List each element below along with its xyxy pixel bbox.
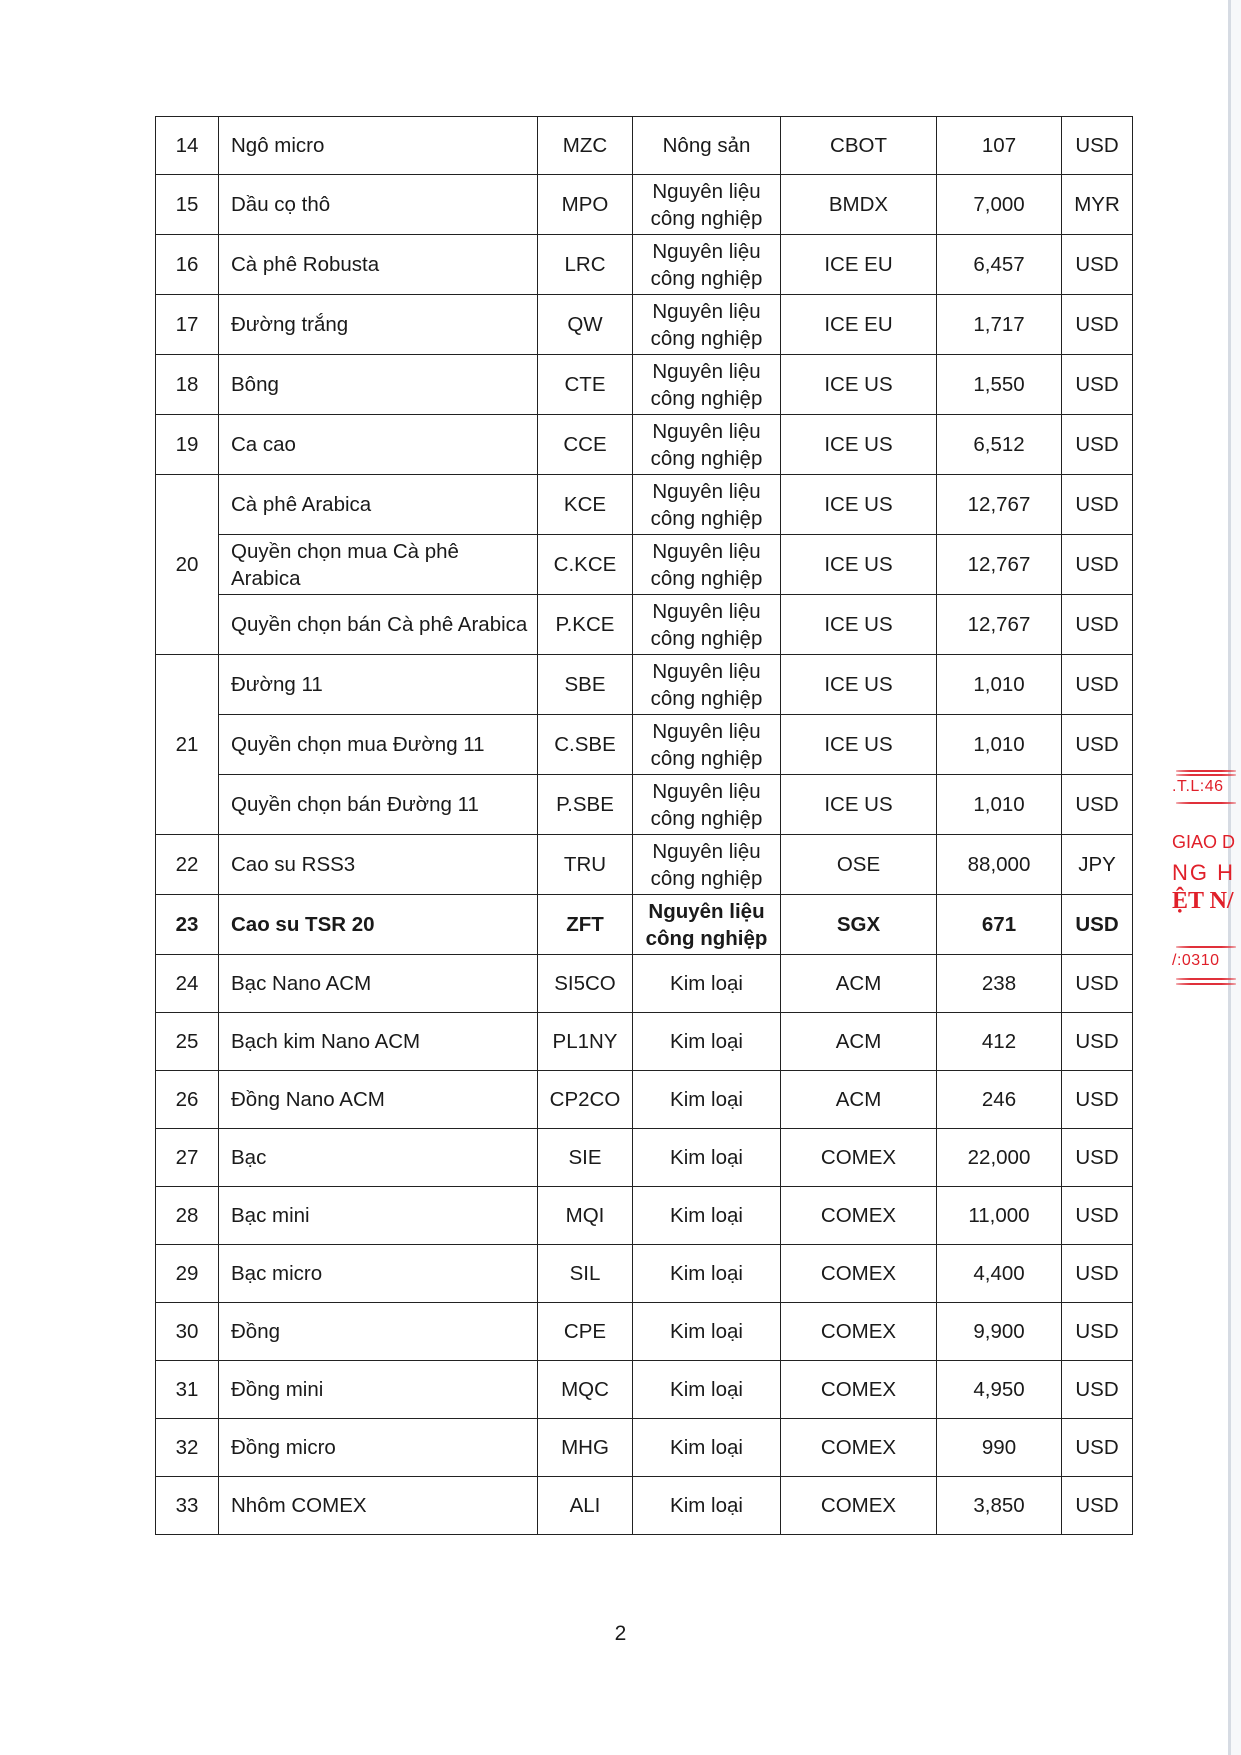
currency: USD: [1062, 715, 1133, 775]
row-number: 26: [156, 1071, 219, 1129]
stamp-text-line: ỆT N/: [1172, 888, 1234, 914]
value: 671: [937, 895, 1062, 955]
commodity-group: Kim loại: [633, 1071, 781, 1129]
commodity-code: SIL: [538, 1245, 633, 1303]
commodity-name: Quyền chọn bán Cà phê Arabica: [219, 595, 538, 655]
commodity-group: Nguyên liệu công nghiệp: [633, 235, 781, 295]
currency: USD: [1062, 475, 1133, 535]
commodity-table: [155, 116, 1133, 1535]
stamp-code-bottom: /:0310: [1172, 952, 1220, 969]
row-number: 33: [156, 1477, 219, 1535]
commodity-group: Kim loại: [633, 1187, 781, 1245]
table-row: [156, 775, 1133, 835]
commodity-name: Bạc mini: [219, 1187, 538, 1245]
commodity-group: Nguyên liệu công nghiệp: [633, 415, 781, 475]
exchange: COMEX: [781, 1187, 937, 1245]
commodity-group: Nguyên liệu công nghiệp: [633, 895, 781, 955]
table-row: [156, 1245, 1133, 1303]
row-number: 30: [156, 1303, 219, 1361]
commodity-name: Cà phê Robusta: [219, 235, 538, 295]
table-row: [156, 1187, 1133, 1245]
commodity-code: SIE: [538, 1129, 633, 1187]
table-row: [156, 355, 1133, 415]
commodity-code: MQC: [538, 1361, 633, 1419]
stamp-code-top: .T.L:46: [1172, 778, 1224, 795]
exchange: ICE EU: [781, 295, 937, 355]
commodity-name: Quyền chọn bán Đường 11: [219, 775, 538, 835]
commodity-code: MPO: [538, 175, 633, 235]
currency: USD: [1062, 655, 1133, 715]
commodity-code: TRU: [538, 835, 633, 895]
exchange: COMEX: [781, 1129, 937, 1187]
exchange: ACM: [781, 1013, 937, 1071]
table-row: [156, 955, 1133, 1013]
commodity-group: Nguyên liệu công nghiệp: [633, 655, 781, 715]
exchange: COMEX: [781, 1477, 937, 1535]
exchange: ICE EU: [781, 235, 937, 295]
commodity-group: Nguyên liệu công nghiệp: [633, 595, 781, 655]
row-number: 14: [156, 117, 219, 175]
table-row: [156, 235, 1133, 295]
commodity-name: Đồng micro: [219, 1419, 538, 1477]
page-number: 2: [614, 1622, 627, 1645]
value: 12,767: [937, 595, 1062, 655]
value: 1,550: [937, 355, 1062, 415]
commodity-group: Kim loại: [633, 955, 781, 1013]
commodity-name: Đường trắng: [219, 295, 538, 355]
commodity-group: Kim loại: [633, 1013, 781, 1071]
exchange: COMEX: [781, 1419, 937, 1477]
commodity-code: P.KCE: [538, 595, 633, 655]
currency: MYR: [1062, 175, 1133, 235]
commodity-code: CTE: [538, 355, 633, 415]
table-row: [156, 655, 1133, 715]
table-row: [156, 1419, 1133, 1477]
commodity-code: CPE: [538, 1303, 633, 1361]
row-number: 17: [156, 295, 219, 355]
currency: USD: [1062, 595, 1133, 655]
table-row: [156, 595, 1133, 655]
commodity-name: Đồng Nano ACM: [219, 1071, 538, 1129]
table-row: [156, 1303, 1133, 1361]
value: 1,010: [937, 655, 1062, 715]
row-number: 18: [156, 355, 219, 415]
commodity-name: Đường 11: [219, 655, 538, 715]
value: 88,000: [937, 835, 1062, 895]
commodity-group: Nông sản: [633, 117, 781, 175]
value: 9,900: [937, 1303, 1062, 1361]
row-number: 28: [156, 1187, 219, 1245]
commodity-code: QW: [538, 295, 633, 355]
commodity-code: PL1NY: [538, 1013, 633, 1071]
commodity-name: Dầu cọ thô: [219, 175, 538, 235]
exchange: COMEX: [781, 1361, 937, 1419]
commodity-group: Nguyên liệu công nghiệp: [633, 835, 781, 895]
commodity-group: Kim loại: [633, 1361, 781, 1419]
commodity-name: Bạch kim Nano ACM: [219, 1013, 538, 1071]
currency: USD: [1062, 1361, 1133, 1419]
commodity-name: Đồng mini: [219, 1361, 538, 1419]
commodity-group: Nguyên liệu công nghiệp: [633, 475, 781, 535]
value: 12,767: [937, 475, 1062, 535]
commodity-name: Cao su RSS3: [219, 835, 538, 895]
commodity-code: MQI: [538, 1187, 633, 1245]
stamp-rule: [1176, 802, 1236, 804]
table-row: [156, 535, 1133, 595]
commodity-group: Nguyên liệu công nghiệp: [633, 355, 781, 415]
table-row: [156, 1013, 1133, 1071]
commodity-name: Ca cao: [219, 415, 538, 475]
commodity-group: Nguyên liệu công nghiệp: [633, 715, 781, 775]
commodity-name: Nhôm COMEX: [219, 1477, 538, 1535]
commodity-code: MZC: [538, 117, 633, 175]
row-number: 22: [156, 835, 219, 895]
table-row: [156, 1361, 1133, 1419]
stamp-rule: [1176, 978, 1236, 980]
commodity-group: Kim loại: [633, 1419, 781, 1477]
commodity-name: Cao su TSR 20: [219, 895, 538, 955]
exchange: SGX: [781, 895, 937, 955]
commodity-code: ZFT: [538, 895, 633, 955]
currency: USD: [1062, 895, 1133, 955]
currency: USD: [1062, 1245, 1133, 1303]
commodity-name: Bạc Nano ACM: [219, 955, 538, 1013]
currency: USD: [1062, 1419, 1133, 1477]
commodity-code: ALI: [538, 1477, 633, 1535]
commodity-name: Cà phê Arabica: [219, 475, 538, 535]
table-row: [156, 475, 1133, 535]
exchange: CBOT: [781, 117, 937, 175]
value: 1,010: [937, 775, 1062, 835]
row-number: 27: [156, 1129, 219, 1187]
commodity-code: P.SBE: [538, 775, 633, 835]
table-row: [156, 835, 1133, 895]
value: 990: [937, 1419, 1062, 1477]
value: 246: [937, 1071, 1062, 1129]
value: 1,717: [937, 295, 1062, 355]
exchange: ICE US: [781, 715, 937, 775]
commodity-name: Quyền chọn mua Đường 11: [219, 715, 538, 775]
table-row-highlighted: [156, 895, 1133, 955]
commodity-name: Bạc: [219, 1129, 538, 1187]
row-number: 16: [156, 235, 219, 295]
exchange: ICE US: [781, 655, 937, 715]
table-row: [156, 1071, 1133, 1129]
stamp-rule: [1176, 774, 1236, 776]
currency: USD: [1062, 955, 1133, 1013]
row-number: 15: [156, 175, 219, 235]
exchange: COMEX: [781, 1245, 937, 1303]
currency: USD: [1062, 355, 1133, 415]
value: 12,767: [937, 535, 1062, 595]
row-number: 19: [156, 415, 219, 475]
exchange: ICE US: [781, 475, 937, 535]
commodity-code: KCE: [538, 475, 633, 535]
company-seal-stamp: [1170, 762, 1236, 994]
exchange: OSE: [781, 835, 937, 895]
table-row: [156, 1477, 1133, 1535]
table-row: [156, 175, 1133, 235]
currency: USD: [1062, 1013, 1133, 1071]
value: 7,000: [937, 175, 1062, 235]
currency: USD: [1062, 775, 1133, 835]
row-number: 31: [156, 1361, 219, 1419]
commodity-code: C.SBE: [538, 715, 633, 775]
commodity-code: CP2CO: [538, 1071, 633, 1129]
value: 6,512: [937, 415, 1062, 475]
exchange: ICE US: [781, 595, 937, 655]
commodity-group: Nguyên liệu công nghiệp: [633, 775, 781, 835]
row-number: 24: [156, 955, 219, 1013]
row-number: 29: [156, 1245, 219, 1303]
commodity-name: Đồng: [219, 1303, 538, 1361]
table-row: [156, 415, 1133, 475]
value: 412: [937, 1013, 1062, 1071]
commodity-group: Nguyên liệu công nghiệp: [633, 175, 781, 235]
currency: JPY: [1062, 835, 1133, 895]
commodity-code: CCE: [538, 415, 633, 475]
exchange: COMEX: [781, 1303, 937, 1361]
row-number: 25: [156, 1013, 219, 1071]
exchange: ICE US: [781, 775, 937, 835]
currency: USD: [1062, 117, 1133, 175]
commodity-code: LRC: [538, 235, 633, 295]
currency: USD: [1062, 1303, 1133, 1361]
value: 3,850: [937, 1477, 1062, 1535]
commodity-code: SI5CO: [538, 955, 633, 1013]
commodity-group: Kim loại: [633, 1129, 781, 1187]
commodity-name: Bông: [219, 355, 538, 415]
commodity-code: SBE: [538, 655, 633, 715]
exchange: ICE US: [781, 355, 937, 415]
value: 107: [937, 117, 1062, 175]
table-row: [156, 117, 1133, 175]
exchange: ICE US: [781, 535, 937, 595]
value: 1,010: [937, 715, 1062, 775]
currency: USD: [1062, 295, 1133, 355]
currency: USD: [1062, 1477, 1133, 1535]
commodity-group: Kim loại: [633, 1477, 781, 1535]
exchange: BMDX: [781, 175, 937, 235]
commodity-group: Nguyên liệu công nghiệp: [633, 535, 781, 595]
commodity-group: Nguyên liệu công nghiệp: [633, 295, 781, 355]
row-number: 32: [156, 1419, 219, 1477]
stamp-text-line: GIAO D: [1172, 832, 1236, 852]
currency: USD: [1062, 1129, 1133, 1187]
stamp-text-line: NG H: [1172, 860, 1235, 885]
currency: USD: [1062, 415, 1133, 475]
value: 4,400: [937, 1245, 1062, 1303]
exchange: ACM: [781, 955, 937, 1013]
exchange: ICE US: [781, 415, 937, 475]
row-number: 23: [156, 895, 219, 955]
stamp-rule: [1176, 946, 1236, 948]
value: 4,950: [937, 1361, 1062, 1419]
table-row: [156, 1129, 1133, 1187]
commodity-group: Kim loại: [633, 1245, 781, 1303]
value: 11,000: [937, 1187, 1062, 1245]
commodity-name: Quyền chọn mua Cà phê Arabica: [219, 535, 538, 595]
commodity-group: Kim loại: [633, 1303, 781, 1361]
commodity-name: Bạc micro: [219, 1245, 538, 1303]
commodity-name: Ngô micro: [219, 117, 538, 175]
stamp-rule: [1176, 770, 1236, 772]
row-number: 21: [156, 655, 219, 835]
exchange: ACM: [781, 1071, 937, 1129]
value: 22,000: [937, 1129, 1062, 1187]
currency: USD: [1062, 535, 1133, 595]
currency: USD: [1062, 1187, 1133, 1245]
commodity-table-body: [156, 117, 1133, 1535]
stamp-rule: [1176, 983, 1236, 985]
table-row: [156, 715, 1133, 775]
value: 238: [937, 955, 1062, 1013]
value: 6,457: [937, 235, 1062, 295]
row-number: 20: [156, 475, 219, 655]
currency: USD: [1062, 1071, 1133, 1129]
currency: USD: [1062, 235, 1133, 295]
commodity-code: MHG: [538, 1419, 633, 1477]
commodity-code: C.KCE: [538, 535, 633, 595]
table-row: [156, 295, 1133, 355]
